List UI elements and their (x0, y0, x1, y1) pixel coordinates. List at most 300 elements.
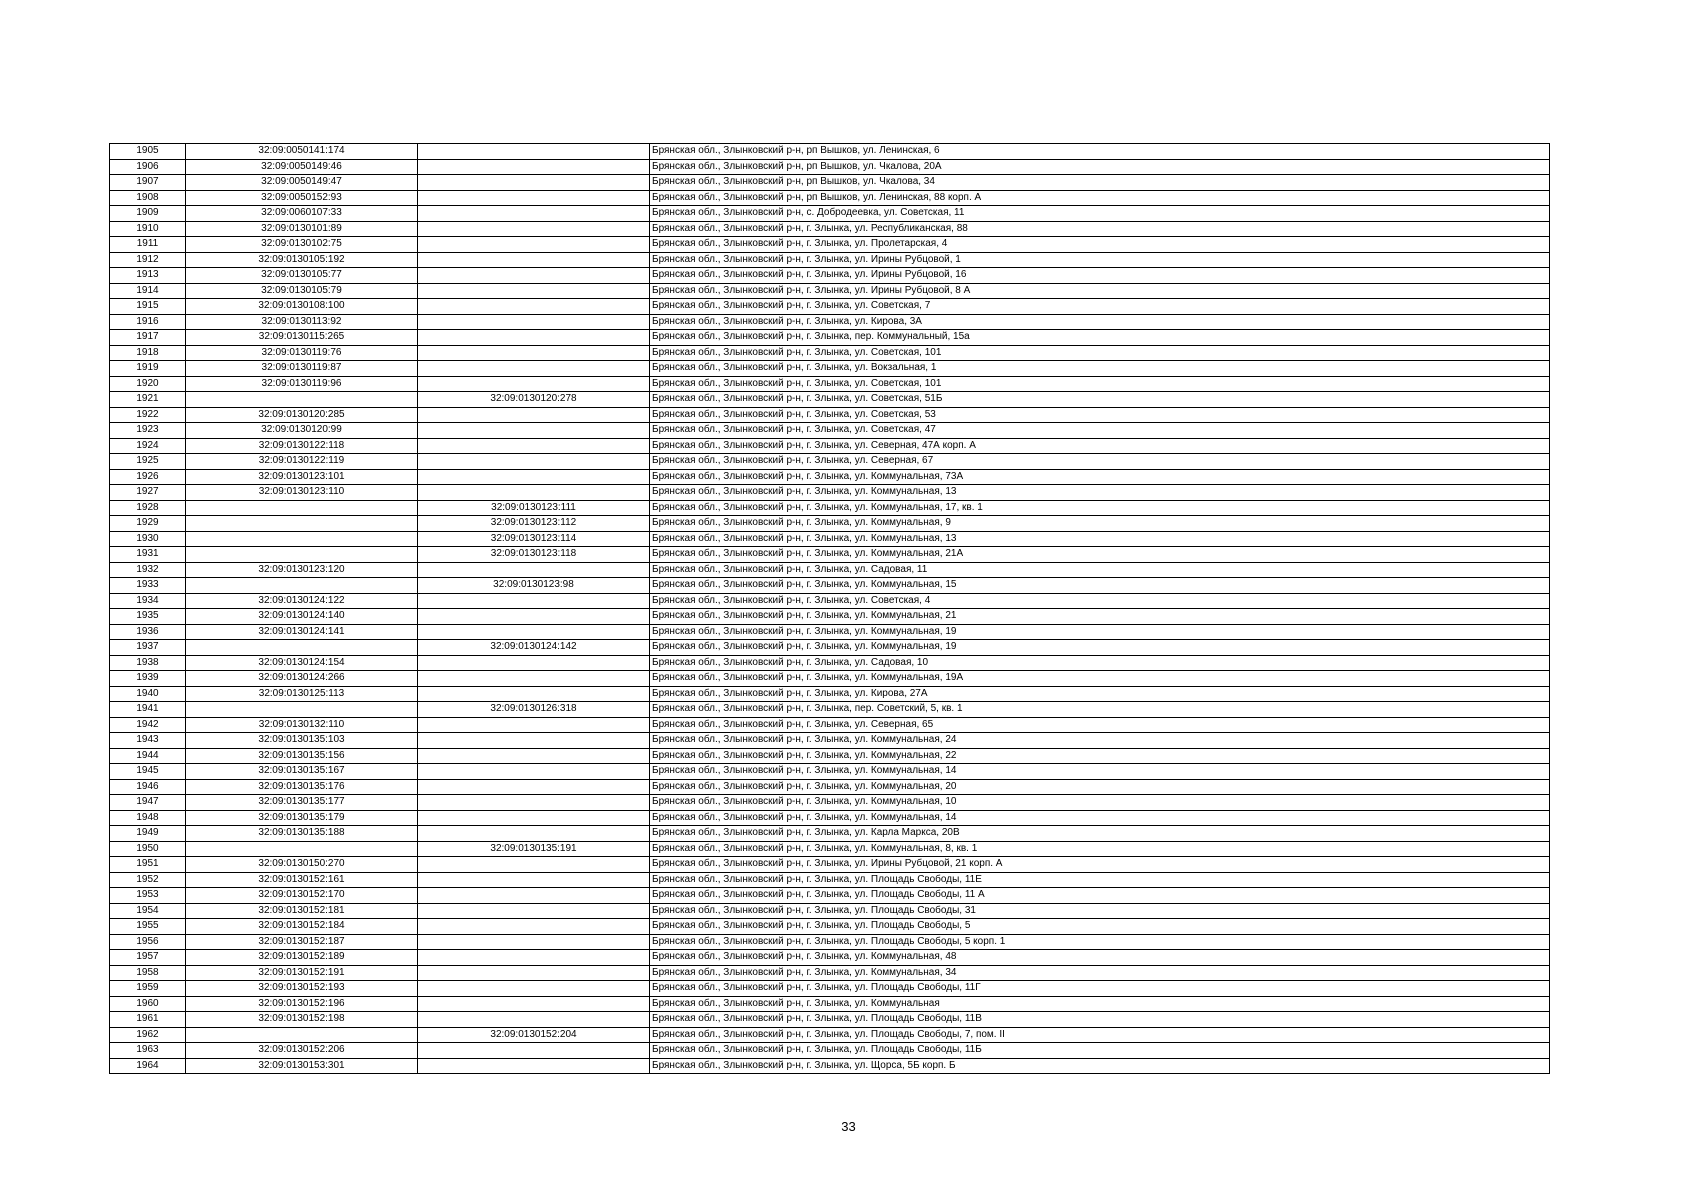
address-cell: Брянская обл., Злынковский р-н, г. Злынка, ул. Пролетарская, 4 (650, 237, 1550, 253)
address-cell: Брянская обл., Злынковский р-н, г. Злынка, ул. Советская, 53 (650, 407, 1550, 423)
address-cell: Брянская обл., Злынковский р-н, г. Злынка, ул. Коммунальная, 24 (650, 733, 1550, 749)
cadastral-number-alt-cell (418, 221, 650, 237)
cadastral-number-alt-cell (418, 1012, 650, 1028)
table-row (110, 624, 1550, 640)
table-row (110, 485, 1550, 501)
row-number-cell: 1907 (110, 175, 186, 191)
address-cell: Брянская обл., Злынковский р-н, г. Злынка, ул. Коммунальная, 19 (650, 640, 1550, 656)
row-number-cell: 1909 (110, 206, 186, 222)
cadastral-number-cell: 32:09:0130101:89 (186, 221, 418, 237)
address-cell: Брянская обл., Злынковский р-н, г. Злынка, ул. Советская, 101 (650, 345, 1550, 361)
address-cell: Брянская обл., Злынковский р-н, г. Злынка, ул. Северная, 67 (650, 454, 1550, 470)
table-row (110, 872, 1550, 888)
row-number-cell: 1952 (110, 872, 186, 888)
address-cell: Брянская обл., Злынковский р-н, г. Злынка, ул. Северная, 65 (650, 717, 1550, 733)
cadastral-number-alt-cell (418, 485, 650, 501)
address-cell: Брянская обл., Злынковский р-н, г. Злынка, ул. Коммунальная, 17, кв. 1 (650, 500, 1550, 516)
cadastral-number-cell: 32:09:0130105:77 (186, 268, 418, 284)
table-row (110, 1027, 1550, 1043)
address-cell: Брянская обл., Злынковский р-н, г. Злынка, ул. Республиканская, 88 (650, 221, 1550, 237)
cadastral-number-alt-cell (418, 454, 650, 470)
address-cell: Брянская обл., Злынковский р-н, г. Злынка, ул. Щорса, 5Б корп. Б (650, 1058, 1550, 1074)
cadastral-number-cell: 32:09:0130119:87 (186, 361, 418, 377)
cadastral-number-cell: 32:09:0130152:170 (186, 888, 418, 904)
cadastral-number-cell: 32:09:0130152:189 (186, 950, 418, 966)
table-row (110, 1058, 1550, 1074)
table-row (110, 888, 1550, 904)
address-cell: Брянская обл., Злынковский р-н, г. Злынка, ул. Коммунальная, 8, кв. 1 (650, 841, 1550, 857)
cadastral-number-alt-cell (418, 609, 650, 625)
address-cell: Брянская обл., Злынковский р-н, г. Злынка, ул. Коммунальная (650, 996, 1550, 1012)
table-row (110, 702, 1550, 718)
row-number-cell: 1911 (110, 237, 186, 253)
cadastral-number-cell: 32:09:0050152:93 (186, 190, 418, 206)
address-cell: Брянская обл., Злынковский р-н, рп Вышков, ул. Ленинская, 6 (650, 144, 1550, 160)
row-number-cell: 1959 (110, 981, 186, 997)
row-number-cell: 1936 (110, 624, 186, 640)
table-row (110, 671, 1550, 687)
address-cell: Брянская обл., Злынковский р-н, г. Злынка, ул. Коммунальная, 48 (650, 950, 1550, 966)
row-number-cell: 1913 (110, 268, 186, 284)
address-cell: Брянская обл., Злынковский р-н, г. Злынка, ул. Коммунальная, 19А (650, 671, 1550, 687)
address-cell: Брянская обл., Злынковский р-н, г. Злынка, ул. Коммунальная, 10 (650, 795, 1550, 811)
address-cell: Брянская обл., Злынковский р-н, г. Злынка, ул. Коммунальная, 20 (650, 779, 1550, 795)
cadastral-number-cell: 32:09:0130135:188 (186, 826, 418, 842)
row-number-cell: 1957 (110, 950, 186, 966)
cadastral-number-cell: 32:09:0130124:266 (186, 671, 418, 687)
cadastral-number-alt-cell: 32:09:0130123:111 (418, 500, 650, 516)
cadastral-number-cell: 32:09:0130152:184 (186, 919, 418, 935)
cadastral-number-alt-cell (418, 872, 650, 888)
table-row (110, 779, 1550, 795)
address-cell: Брянская обл., Злынковский р-н, г. Злынка, ул. Ирины Рубцовой, 1 (650, 252, 1550, 268)
cadastral-number-alt-cell (418, 593, 650, 609)
cadastral-number-alt-cell (418, 175, 650, 191)
cadastral-number-cell: 32:09:0130113:92 (186, 314, 418, 330)
row-number-cell: 1916 (110, 314, 186, 330)
row-number-cell: 1926 (110, 469, 186, 485)
row-number-cell: 1930 (110, 531, 186, 547)
table-row (110, 655, 1550, 671)
cadastral-number-cell: 32:09:0060107:33 (186, 206, 418, 222)
table-row (110, 175, 1550, 191)
address-cell: Брянская обл., Злынковский р-н, г. Злынка, ул. Коммунальная, 21А (650, 547, 1550, 563)
cadastral-number-cell: 32:09:0130135:103 (186, 733, 418, 749)
table-row (110, 950, 1550, 966)
cadastral-number-alt-cell (418, 361, 650, 377)
row-number-cell: 1944 (110, 748, 186, 764)
table-row (110, 841, 1550, 857)
cadastral-number-cell (186, 578, 418, 594)
cadastral-number-cell: 32:09:0130105:192 (186, 252, 418, 268)
cadastral-number-cell: 32:09:0130122:119 (186, 454, 418, 470)
cadastral-number-alt-cell: 32:09:0130124:142 (418, 640, 650, 656)
cadastral-number-cell: 32:09:0130123:101 (186, 469, 418, 485)
row-number-cell: 1922 (110, 407, 186, 423)
cadastral-number-alt-cell (418, 919, 650, 935)
table-row (110, 934, 1550, 950)
row-number-cell: 1932 (110, 562, 186, 578)
cadastral-number-cell (186, 1027, 418, 1043)
address-cell: Брянская обл., Злынковский р-н, г. Злынка, пер. Коммунальный, 15а (650, 330, 1550, 346)
cadastral-number-alt-cell (418, 965, 650, 981)
address-cell: Брянская обл., Злынковский р-н, г. Злынка, ул. Садовая, 10 (650, 655, 1550, 671)
table-row (110, 578, 1550, 594)
cadastral-number-cell (186, 547, 418, 563)
table-row (110, 1043, 1550, 1059)
row-number-cell: 1919 (110, 361, 186, 377)
cadastral-number-alt-cell (418, 144, 650, 160)
address-cell: Брянская обл., Злынковский р-н, г. Злынка, ул. Советская, 47 (650, 423, 1550, 439)
address-cell: Брянская обл., Злынковский р-н, г. Злынка, ул. Коммунальная, 19 (650, 624, 1550, 640)
table-row (110, 299, 1550, 315)
cadastral-number-alt-cell: 32:09:0130123:112 (418, 516, 650, 532)
row-number-cell: 1951 (110, 857, 186, 873)
address-cell: Брянская обл., Злынковский р-н, рп Вышков, ул. Чкалова, 34 (650, 175, 1550, 191)
cadastral-number-alt-cell (418, 826, 650, 842)
table-row (110, 996, 1550, 1012)
row-number-cell: 1923 (110, 423, 186, 439)
cadastral-number-alt-cell: 32:09:0130126:318 (418, 702, 650, 718)
cadastral-number-alt-cell (418, 686, 650, 702)
cadastral-number-cell: 32:09:0130152:187 (186, 934, 418, 950)
cadastral-number-cell: 32:09:0130124:154 (186, 655, 418, 671)
cadastral-number-alt-cell (418, 469, 650, 485)
table-row (110, 826, 1550, 842)
cadastral-number-cell: 32:09:0130135:177 (186, 795, 418, 811)
row-number-cell: 1953 (110, 888, 186, 904)
cadastral-number-alt-cell (418, 438, 650, 454)
row-number-cell: 1906 (110, 159, 186, 175)
register-table (109, 143, 1550, 1074)
table-row (110, 733, 1550, 749)
row-number-cell: 1927 (110, 485, 186, 501)
row-number-cell: 1910 (110, 221, 186, 237)
row-number-cell: 1947 (110, 795, 186, 811)
address-cell: Брянская обл., Злынковский р-н, г. Злынка, ул. Площадь Свободы, 7, пом. II (650, 1027, 1550, 1043)
cadastral-number-cell: 32:09:0130135:179 (186, 810, 418, 826)
cadastral-number-alt-cell: 32:09:0130152:204 (418, 1027, 650, 1043)
register-table-container (109, 143, 1549, 1074)
row-number-cell: 1962 (110, 1027, 186, 1043)
cadastral-number-alt-cell (418, 314, 650, 330)
table-row (110, 531, 1550, 547)
cadastral-number-cell: 32:09:0130152:181 (186, 903, 418, 919)
cadastral-number-alt-cell (418, 717, 650, 733)
address-cell: Брянская обл., Злынковский р-н, г. Злынка, ул. Коммунальная, 14 (650, 764, 1550, 780)
row-number-cell: 1908 (110, 190, 186, 206)
row-number-cell: 1918 (110, 345, 186, 361)
address-cell: Брянская обл., Злынковский р-н, г. Злынка, ул. Вокзальная, 1 (650, 361, 1550, 377)
cadastral-number-alt-cell (418, 857, 650, 873)
row-number-cell: 1954 (110, 903, 186, 919)
cadastral-number-alt-cell (418, 283, 650, 299)
cadastral-number-alt-cell (418, 330, 650, 346)
address-cell: Брянская обл., Злынковский р-н, г. Злынка, ул. Коммунальная, 15 (650, 578, 1550, 594)
table-row (110, 609, 1550, 625)
cadastral-number-cell: 32:09:0130122:118 (186, 438, 418, 454)
cadastral-number-cell: 32:09:0130108:100 (186, 299, 418, 315)
table-row (110, 392, 1550, 408)
cadastral-number-alt-cell (418, 903, 650, 919)
cadastral-number-alt-cell (418, 655, 650, 671)
cadastral-number-cell (186, 500, 418, 516)
cadastral-number-cell (186, 640, 418, 656)
address-cell: Брянская обл., Злынковский р-н, г. Злынка, ул. Площадь Свободы, 31 (650, 903, 1550, 919)
row-number-cell: 1963 (110, 1043, 186, 1059)
row-number-cell: 1945 (110, 764, 186, 780)
cadastral-number-alt-cell (418, 950, 650, 966)
table-row (110, 361, 1550, 377)
cadastral-number-alt-cell (418, 810, 650, 826)
address-cell: Брянская обл., Злынковский р-н, г. Злынка, ул. Площадь Свободы, 11В (650, 1012, 1550, 1028)
address-cell: Брянская обл., Злынковский р-н, г. Злынка, ул. Коммунальная, 34 (650, 965, 1550, 981)
row-number-cell: 1940 (110, 686, 186, 702)
address-cell: Брянская обл., Злынковский р-н, г. Злынка, ул. Площадь Свободы, 11Г (650, 981, 1550, 997)
address-cell: Брянская обл., Злынковский р-н, г. Злынка, ул. Советская, 4 (650, 593, 1550, 609)
table-row (110, 764, 1550, 780)
address-cell: Брянская обл., Злынковский р-н, г. Злынка, ул. Площадь Свободы, 11Е (650, 872, 1550, 888)
table-row (110, 562, 1550, 578)
cadastral-number-cell: 32:09:0050141:174 (186, 144, 418, 160)
cadastral-number-cell: 32:09:0130152:206 (186, 1043, 418, 1059)
address-cell: Брянская обл., Злынковский р-н, г. Злынка, ул. Кирова, 3А (650, 314, 1550, 330)
table-row (110, 144, 1550, 160)
row-number-cell: 1925 (110, 454, 186, 470)
cadastral-number-alt-cell (418, 764, 650, 780)
address-cell: Брянская обл., Злынковский р-н, г. Злынка, ул. Коммунальная, 13 (650, 531, 1550, 547)
table-row (110, 283, 1550, 299)
address-cell: Брянская обл., Злынковский р-н, с. Добродеевка, ул. Советская, 11 (650, 206, 1550, 222)
row-number-cell: 1958 (110, 965, 186, 981)
table-row (110, 438, 1550, 454)
table-row (110, 500, 1550, 516)
row-number-cell: 1912 (110, 252, 186, 268)
row-number-cell: 1931 (110, 547, 186, 563)
cadastral-number-alt-cell (418, 268, 650, 284)
cadastral-number-cell (186, 841, 418, 857)
row-number-cell: 1948 (110, 810, 186, 826)
cadastral-number-cell: 32:09:0130152:196 (186, 996, 418, 1012)
cadastral-number-cell: 32:09:0130124:140 (186, 609, 418, 625)
cadastral-number-alt-cell (418, 407, 650, 423)
cadastral-number-alt-cell (418, 748, 650, 764)
address-cell: Брянская обл., Злынковский р-н, г. Злынка, ул. Карла Маркса, 20В (650, 826, 1550, 842)
table-row (110, 454, 1550, 470)
address-cell: Брянская обл., Злынковский р-н, г. Злынка, ул. Коммунальная, 21 (650, 609, 1550, 625)
cadastral-number-cell: 32:09:0130124:141 (186, 624, 418, 640)
cadastral-number-cell: 32:09:0050149:46 (186, 159, 418, 175)
cadastral-number-alt-cell (418, 1043, 650, 1059)
address-cell: Брянская обл., Злынковский р-н, г. Злынка, ул. Садовая, 11 (650, 562, 1550, 578)
cadastral-number-alt-cell (418, 237, 650, 253)
table-row (110, 516, 1550, 532)
cadastral-number-alt-cell (418, 159, 650, 175)
address-cell: Брянская обл., Злынковский р-н, г. Злынка, ул. Советская, 51Б (650, 392, 1550, 408)
table-row (110, 795, 1550, 811)
address-cell: Брянская обл., Злынковский р-н, г. Злынка, ул. Ирины Рубцовой, 8 А (650, 283, 1550, 299)
row-number-cell: 1943 (110, 733, 186, 749)
cadastral-number-cell: 32:09:0130125:113 (186, 686, 418, 702)
page-number: 33 (841, 1119, 856, 1134)
cadastral-number-alt-cell (418, 934, 650, 950)
table-row (110, 965, 1550, 981)
row-number-cell: 1938 (110, 655, 186, 671)
address-cell: Брянская обл., Злынковский р-н, г. Злынка, ул. Коммунальная, 73А (650, 469, 1550, 485)
table-row (110, 810, 1550, 826)
address-cell: Брянская обл., Злынковский р-н, г. Злынка, ул. Ирины Рубцовой, 16 (650, 268, 1550, 284)
address-cell: Брянская обл., Злынковский р-н, г. Злынка, ул. Коммунальная, 13 (650, 485, 1550, 501)
address-cell: Брянская обл., Злынковский р-н, г. Злынка, ул. Коммунальная, 14 (650, 810, 1550, 826)
cadastral-number-alt-cell: 32:09:0130135:191 (418, 841, 650, 857)
table-row (110, 423, 1550, 439)
cadastral-number-cell: 32:09:0130152:161 (186, 872, 418, 888)
row-number-cell: 1939 (110, 671, 186, 687)
row-number-cell: 1941 (110, 702, 186, 718)
cadastral-number-alt-cell (418, 423, 650, 439)
table-row (110, 640, 1550, 656)
row-number-cell: 1934 (110, 593, 186, 609)
table-row (110, 206, 1550, 222)
row-number-cell: 1955 (110, 919, 186, 935)
row-number-cell: 1915 (110, 299, 186, 315)
cadastral-number-alt-cell (418, 996, 650, 1012)
row-number-cell: 1905 (110, 144, 186, 160)
cadastral-number-cell: 32:09:0130152:191 (186, 965, 418, 981)
row-number-cell: 1935 (110, 609, 186, 625)
table-row (110, 469, 1550, 485)
row-number-cell: 1964 (110, 1058, 186, 1074)
table-row (110, 407, 1550, 423)
address-cell: Брянская обл., Злынковский р-н, г. Злынка, ул. Коммунальная, 22 (650, 748, 1550, 764)
cadastral-number-alt-cell: 32:09:0130120:278 (418, 392, 650, 408)
cadastral-number-alt-cell: 32:09:0130123:114 (418, 531, 650, 547)
row-number-cell: 1928 (110, 500, 186, 516)
cadastral-number-alt-cell (418, 779, 650, 795)
row-number-cell: 1917 (110, 330, 186, 346)
cadastral-number-alt-cell (418, 190, 650, 206)
row-number-cell: 1920 (110, 376, 186, 392)
table-row (110, 1012, 1550, 1028)
cadastral-number-cell: 32:09:0130150:270 (186, 857, 418, 873)
table-row (110, 686, 1550, 702)
table-row (110, 981, 1550, 997)
address-cell: Брянская обл., Злынковский р-н, г. Злынка, ул. Площадь Свободы, 11Б (650, 1043, 1550, 1059)
table-row (110, 159, 1550, 175)
row-number-cell: 1950 (110, 841, 186, 857)
cadastral-number-cell (186, 516, 418, 532)
row-number-cell: 1961 (110, 1012, 186, 1028)
table-row (110, 314, 1550, 330)
row-number-cell: 1921 (110, 392, 186, 408)
table-row (110, 330, 1550, 346)
cadastral-number-cell: 32:09:0130152:193 (186, 981, 418, 997)
cadastral-number-cell (186, 531, 418, 547)
cadastral-number-cell: 32:09:0130120:99 (186, 423, 418, 439)
row-number-cell: 1956 (110, 934, 186, 950)
cadastral-number-cell: 32:09:0130135:156 (186, 748, 418, 764)
address-cell: Брянская обл., Злынковский р-н, г. Злынка, ул. Площадь Свободы, 5 (650, 919, 1550, 935)
cadastral-number-alt-cell (418, 888, 650, 904)
cadastral-number-cell: 32:09:0130135:167 (186, 764, 418, 780)
cadastral-number-alt-cell (418, 671, 650, 687)
table-row (110, 190, 1550, 206)
row-number-cell: 1933 (110, 578, 186, 594)
cadastral-number-cell: 32:09:0130120:285 (186, 407, 418, 423)
cadastral-number-cell: 32:09:0130153:301 (186, 1058, 418, 1074)
row-number-cell: 1960 (110, 996, 186, 1012)
row-number-cell: 1942 (110, 717, 186, 733)
cadastral-number-alt-cell (418, 299, 650, 315)
table-row (110, 268, 1550, 284)
cadastral-number-cell: 32:09:0130135:176 (186, 779, 418, 795)
address-cell: Брянская обл., Злынковский р-н, г. Злынка, ул. Площадь Свободы, 5 корп. 1 (650, 934, 1550, 950)
address-cell: Брянская обл., Злынковский р-н, г. Злынка, ул. Площадь Свободы, 11 А (650, 888, 1550, 904)
address-cell: Брянская обл., Злынковский р-н, г. Злынка, ул. Коммунальная, 9 (650, 516, 1550, 532)
cadastral-number-cell: 32:09:0130102:75 (186, 237, 418, 253)
table-row (110, 919, 1550, 935)
cadastral-number-alt-cell (418, 624, 650, 640)
table-row (110, 593, 1550, 609)
table-row (110, 903, 1550, 919)
cadastral-number-alt-cell (418, 795, 650, 811)
cadastral-number-alt-cell (418, 733, 650, 749)
row-number-cell: 1914 (110, 283, 186, 299)
address-cell: Брянская обл., Злынковский р-н, г. Злынка, ул. Кирова, 27А (650, 686, 1550, 702)
register-table-body (110, 144, 1550, 1074)
row-number-cell: 1937 (110, 640, 186, 656)
cadastral-number-alt-cell (418, 206, 650, 222)
cadastral-number-alt-cell (418, 345, 650, 361)
table-row (110, 857, 1550, 873)
row-number-cell: 1924 (110, 438, 186, 454)
table-row (110, 717, 1550, 733)
cadastral-number-cell: 32:09:0130123:120 (186, 562, 418, 578)
cadastral-number-cell: 32:09:0130132:110 (186, 717, 418, 733)
cadastral-number-alt-cell: 32:09:0130123:118 (418, 547, 650, 563)
cadastral-number-cell: 32:09:0050149:47 (186, 175, 418, 191)
address-cell: Брянская обл., Злынковский р-н, рп Вышков, ул. Чкалова, 20А (650, 159, 1550, 175)
cadastral-number-alt-cell (418, 376, 650, 392)
cadastral-number-alt-cell: 32:09:0130123:98 (418, 578, 650, 594)
cadastral-number-cell: 32:09:0130123:110 (186, 485, 418, 501)
row-number-cell: 1929 (110, 516, 186, 532)
cadastral-number-cell: 32:09:0130115:265 (186, 330, 418, 346)
cadastral-number-cell: 32:09:0130124:122 (186, 593, 418, 609)
address-cell: Брянская обл., Злынковский р-н, г. Злынка, ул. Ирины Рубцовой, 21 корп. А (650, 857, 1550, 873)
address-cell: Брянская обл., Злынковский р-н, г. Злынка, пер. Советский, 5, кв. 1 (650, 702, 1550, 718)
cadastral-number-cell (186, 702, 418, 718)
table-row (110, 237, 1550, 253)
address-cell: Брянская обл., Злынковский р-н, г. Злынка, ул. Советская, 101 (650, 376, 1550, 392)
address-cell: Брянская обл., Злынковский р-н, г. Злынка, ул. Советская, 7 (650, 299, 1550, 315)
table-row (110, 547, 1550, 563)
table-row (110, 376, 1550, 392)
table-row (110, 345, 1550, 361)
cadastral-number-alt-cell (418, 1058, 650, 1074)
cadastral-number-cell: 32:09:0130119:96 (186, 376, 418, 392)
cadastral-number-cell: 32:09:0130119:76 (186, 345, 418, 361)
cadastral-number-alt-cell (418, 562, 650, 578)
cadastral-number-alt-cell (418, 252, 650, 268)
table-row (110, 252, 1550, 268)
cadastral-number-alt-cell (418, 981, 650, 997)
cadastral-number-cell: 32:09:0130105:79 (186, 283, 418, 299)
row-number-cell: 1946 (110, 779, 186, 795)
row-number-cell: 1949 (110, 826, 186, 842)
address-cell: Брянская обл., Злынковский р-н, рп Вышков, ул. Ленинская, 88 корп. А (650, 190, 1550, 206)
table-row (110, 221, 1550, 237)
